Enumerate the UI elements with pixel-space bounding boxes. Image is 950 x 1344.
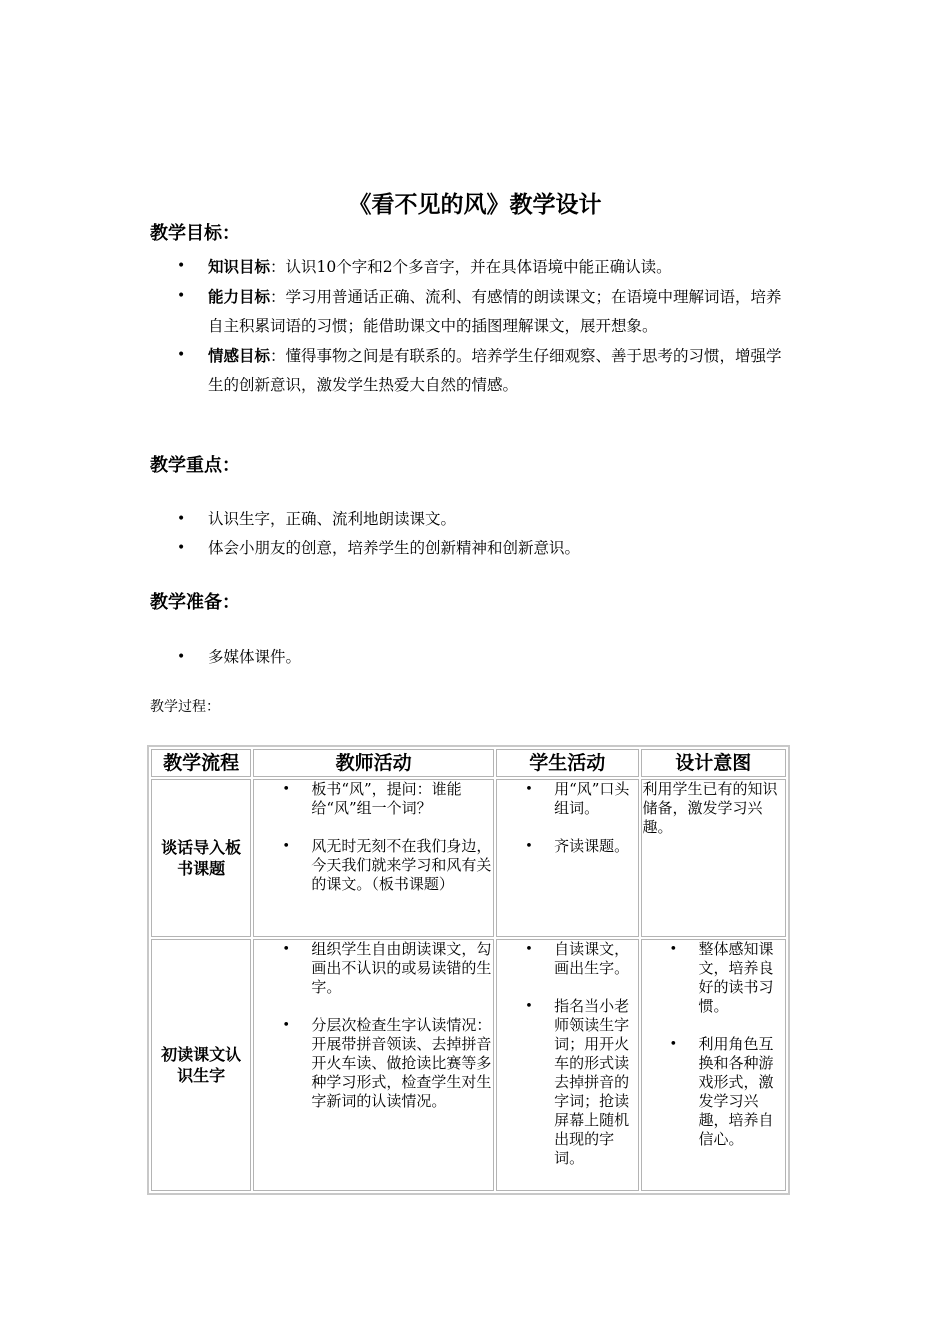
list-item: • 利用角色互换和各种游戏形式，激发学习兴趣，培养自信心。 [642,1035,786,1149]
key-points-heading: 教学重点： [150,455,240,476]
intent-text: 利用学生已有的知识储备，激发学习兴趣。 [642,780,778,836]
objectives-list [150,252,790,400]
header-student: 学生活动 [496,749,638,777]
intent-cell [641,939,787,1191]
list-item: • 指名当小老师领读生字词；用开火车的形式读去掉拼音的字词；抢读屏幕上随机出现的字词。 [497,997,637,1168]
process-label: 教学过程： [150,699,220,715]
list-item: • 分层次检查生字认读情况：开展带拼音领读、去掉拼音开火车读、做抢读比赛等多种学习形式，检查学生对生字新词的认读情况。 [254,1016,493,1111]
preparation-heading: 教学准备： [150,592,240,613]
key-point-item: • 认识生字，正确、流利地朗读课文。 [150,505,790,534]
list-item: • 组织学生自由朗读课文，勾画出不认识的或易读错的生字。 [254,940,493,997]
list-item: • 整体感知课文，培养良好的读书习惯。 [642,940,786,1016]
process-table [147,745,790,1195]
objective-ability: • 能力目标：学习用普通话正确、流利、有感情的朗读课文；在语境中理解词语，培养自主积累词语的习惯；能借助课文中的插图理解课文，展开想象。 [150,282,790,341]
list-item: • 齐读课题。 [497,837,637,856]
list-item: • 自读课文，画出生字。 [497,940,637,978]
flow-cell: 初读课文认识生字 [151,939,251,1191]
header-flow: 教学流程 [151,749,251,777]
flow-cell: 谈话导入板书课题 [151,779,251,937]
table-row [151,939,786,1191]
table-row [151,779,786,937]
objectives-heading: 教学目标： [150,223,240,244]
teacher-cell [253,939,494,1191]
student-cell [496,779,638,937]
objective-knowledge: • 知识目标：认识10个字和2个多音字，并在具体语境中能正确认读。 [150,252,790,282]
objective-emotion: • 情感目标：懂得事物之间是有联系的。培养学生仔细观察、善于思考的习惯，增强学生的创新意识，激发学生热爱大自然的情感。 [150,341,790,400]
table-header-row [151,749,786,777]
key-points-list [150,505,790,563]
header-intent: 设计意图 [641,749,787,777]
key-point-item: • 体会小朋友的创意，培养学生的创新精神和创新意识。 [150,534,790,563]
preparation-list [150,643,790,672]
teacher-cell [253,779,494,937]
intent-cell [641,779,787,937]
header-teacher: 教师活动 [253,749,494,777]
preparation-item: • 多媒体课件。 [150,643,790,672]
list-item: • 风无时无刻不在我们身边，今天我们就来学习和风有关的课文。（板书课题） [254,837,493,894]
list-item: • 板书“风”，提问：谁能给“风”组一个词？ [254,780,493,818]
student-cell [496,939,638,1191]
document-title: 《看不见的风》教学设计 [348,191,602,218]
list-item: • 用“风”口头组词。 [497,780,637,818]
